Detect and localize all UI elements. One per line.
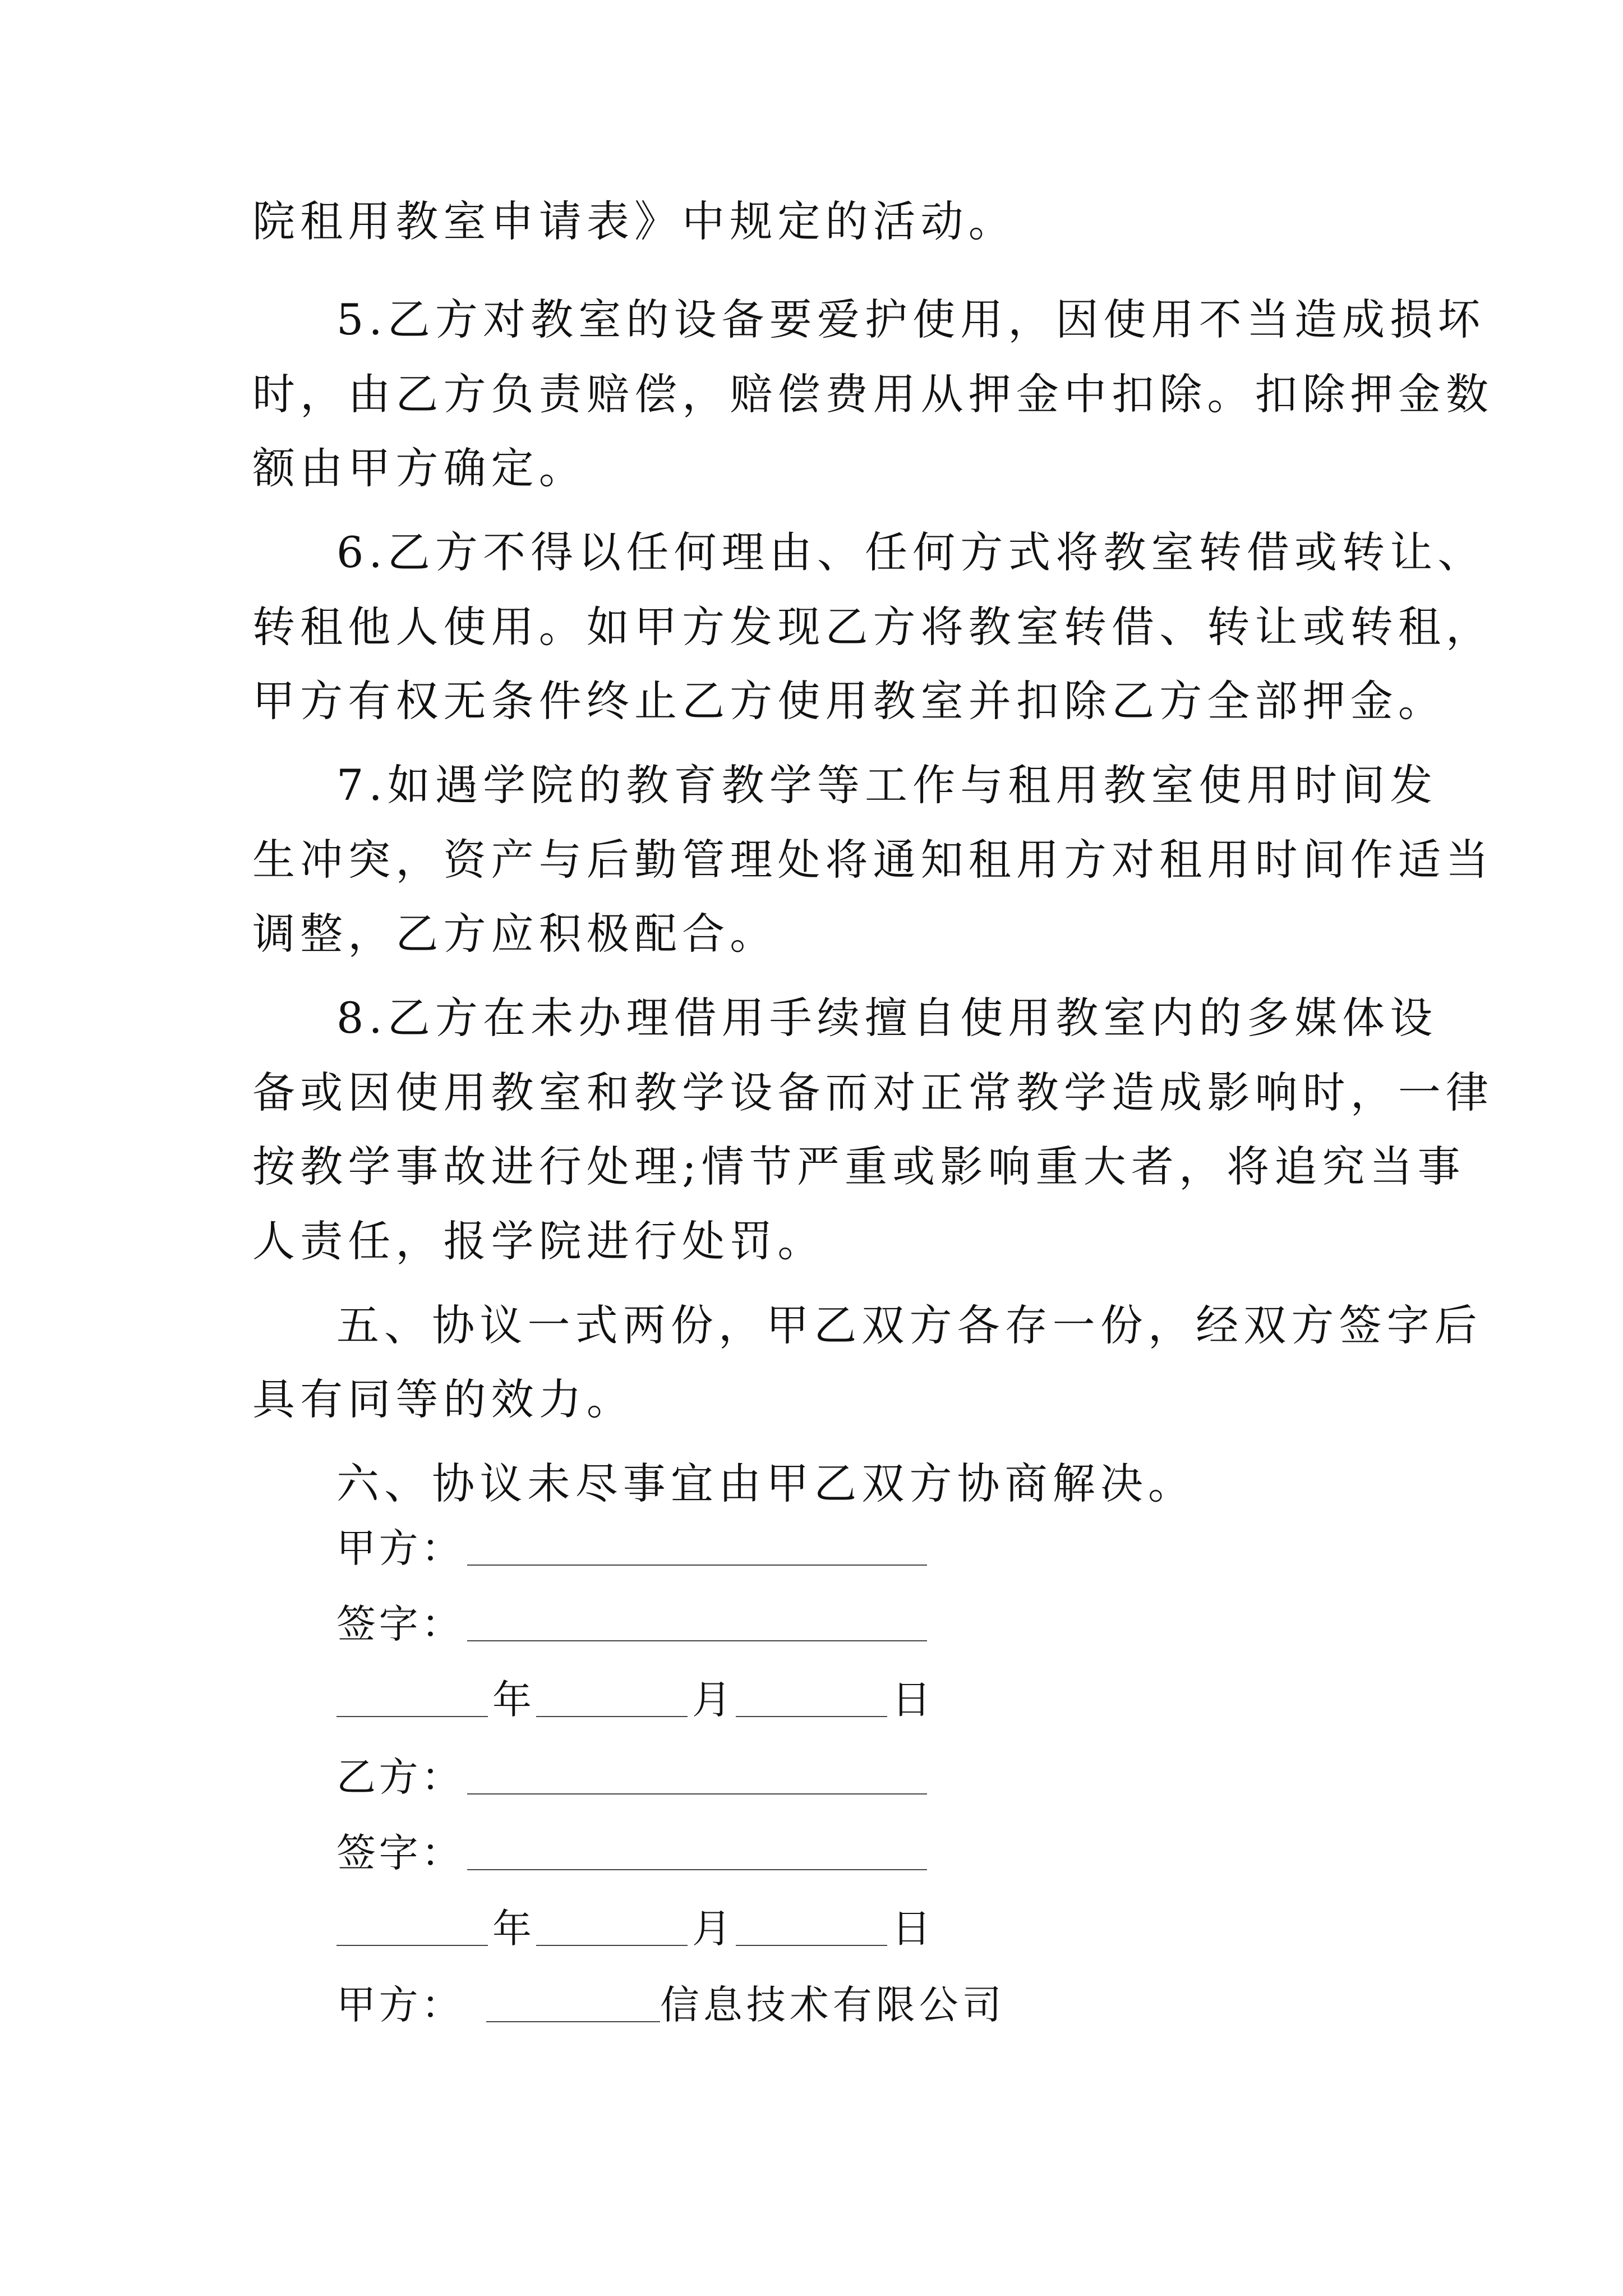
sign-label: 签字： (336, 1601, 464, 1647)
company-label: 甲方： (336, 1982, 464, 2028)
month-field[interactable] (536, 1682, 688, 1717)
paragraph-line: 生冲突，资产与后勤管理处将通知租用方对租用时间作适当 (252, 835, 1494, 885)
party-a-row (336, 1520, 927, 1576)
party-a-sign-row (336, 1596, 927, 1652)
company-prefix-field[interactable] (486, 1987, 660, 2022)
party-b-date-row (336, 1901, 935, 1957)
month-label: 月 (692, 1906, 731, 1952)
day-field[interactable] (736, 1911, 887, 1946)
paragraph-line: 5.乙方对教室的设备要爱护使用，因使用不当造成损坏 (336, 295, 1486, 344)
party-b-field[interactable] (467, 1760, 927, 1795)
paragraph-line: 时，由乙方负责赔偿，赔偿费用从押金中扣除。扣除押金数 (252, 369, 1494, 419)
paragraph-line: 人责任，报学院进行处罚。 (252, 1216, 826, 1266)
day-field[interactable] (736, 1682, 887, 1717)
paragraph-line: 具有同等的效力。 (252, 1374, 634, 1424)
year-label: 年 (492, 1677, 532, 1723)
company-row (336, 1977, 1006, 2033)
paragraph-line: 8.乙方在未办理借用手续擅自使用教室内的多媒体设 (336, 993, 1438, 1043)
day-label: 日 (892, 1677, 931, 1723)
paragraph-line: 五、协议一式两份，甲乙双方各存一份，经双方签字后 (336, 1300, 1482, 1350)
paragraph-line: 六、协议未尽事宜由甲乙双方协商解决。 (336, 1458, 1196, 1508)
paragraph-line: 6.乙方不得以任何理由、任何方式将教室转借或转让、 (336, 527, 1486, 577)
party-b-sign-row (336, 1825, 927, 1881)
year-label: 年 (492, 1906, 532, 1952)
party-a-sign-field[interactable] (467, 1607, 927, 1641)
party-b-row (336, 1749, 927, 1805)
paragraph-line: 7.如遇学院的教育教学等工作与租用教室使用时间发 (336, 760, 1438, 810)
month-field[interactable] (536, 1911, 688, 1946)
paragraph-line: 额由甲方确定。 (252, 443, 587, 493)
party-a-field[interactable] (467, 1531, 927, 1566)
day-label: 日 (892, 1906, 931, 1952)
paragraph-line: 院租用教室申请表》中规定的活动。 (252, 196, 1016, 246)
party-a-label: 甲方： (336, 1525, 464, 1571)
party-b-label: 乙方： (336, 1754, 464, 1800)
company-name: 信息技术有限公司 (660, 1982, 1006, 2028)
month-label: 月 (692, 1677, 731, 1723)
party-b-sign-field[interactable] (467, 1835, 927, 1870)
paragraph-line: 按教学事故进行处理;情节严重或影响重大者，将追究当事 (252, 1142, 1465, 1191)
year-field[interactable] (336, 1682, 488, 1717)
paragraph-line: 调整，乙方应积极配合。 (252, 909, 778, 959)
sign-label: 签字： (336, 1830, 464, 1876)
year-field[interactable] (336, 1911, 488, 1946)
paragraph-line: 甲方有权无条件终止乙方使用教室并扣除乙方全部押金。 (252, 676, 1446, 726)
paragraph-line: 转租他人使用。如甲方发现乙方将教室转借、转让或转租， (252, 602, 1494, 652)
paragraph-line: 备或因使用教室和教学设备而对正常教学造成影响时，一律 (252, 1068, 1494, 1117)
party-a-date-row (336, 1672, 935, 1728)
